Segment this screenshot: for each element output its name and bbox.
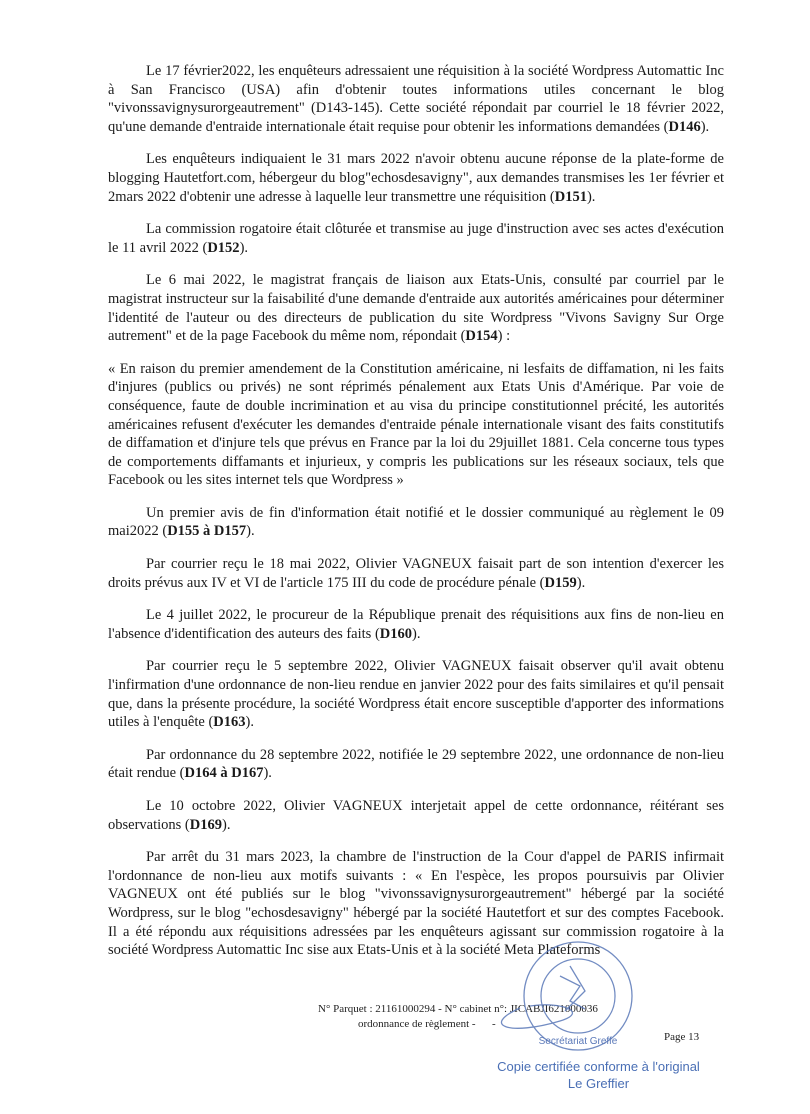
paragraph-text: La commission rogatoire était clôturée et transmise au juge d'instruction avec ses actes d'exécution le 11 avril 2022 ( bbox=[108, 221, 724, 256]
paragraph-text: ). bbox=[700, 118, 710, 135]
certification-line: Copie certifiée conforme à l'original bbox=[497, 1059, 700, 1074]
document-reference: D154 bbox=[465, 328, 498, 345]
document-reference: D163 bbox=[213, 714, 246, 731]
document-reference: D155 à D157 bbox=[167, 523, 247, 540]
paragraph-text: ). bbox=[576, 574, 586, 591]
paragraph bbox=[108, 555, 724, 592]
paragraph-text: Le 10 octobre 2022, Olivier VAGNEUX interjetait appel de cette ordonnance, réitérant ses observations ( bbox=[108, 798, 724, 833]
paragraph-text: ). bbox=[263, 765, 272, 782]
paragraph-text: Par arrêt du 31 mars 2023, la chambre de l'instruction de la Cour d'appel de PARIS infirmait l'ordonnance de non-lieu aux motifs suivants : « En l'espèce, les propos poursuivis par Olivier VAGNEUX ont été publiés sur le blog "vivonssavignysurorgeautrement" hébergé par la société Wordpress, sur le blog "echosdesavigny" hébergé par la société Hautetfort et sur des comptes Facebook. Il a été répondu aux réquisitions adressées par les enquêteurs agissant sur commission rogatoire à la société Wordpress Automattic Inc sise aux Etats-Unis et à la société Meta Plateforms bbox=[108, 849, 724, 959]
paragraph-text: Un premier avis de fin d'information était notifié et le dossier communiqué au règlement le 09 mai2022 ( bbox=[108, 504, 724, 540]
paragraph-text: Le 6 mai 2022, le magistrat français de liaison aux Etats-Unis, consulté par courriel par le magistrat instructeur sur la faisabilité d'une demande d'entraide aux autorités américaines pour déterminer l'identité de l'auteur ou des directeurs de publication du site Wordpress "Vivons Savigny Sur Orge autrement" et de la page Facebook du même nom, répondait ( bbox=[108, 272, 724, 345]
footer-dash: - bbox=[492, 1018, 496, 1030]
footer-document-type: ordonnance de règlement - bbox=[358, 1018, 476, 1030]
paragraph bbox=[108, 62, 724, 136]
stamp-text: Secrétariat Greffe bbox=[538, 1036, 618, 1047]
paragraph bbox=[108, 746, 724, 783]
court-stamp bbox=[500, 940, 660, 1055]
document-reference: D169 bbox=[189, 816, 222, 833]
paragraph-text: ). bbox=[245, 714, 254, 731]
paragraph bbox=[108, 150, 724, 206]
page-number: Page 13 bbox=[664, 1031, 700, 1043]
certification-signatory: Le Greffier bbox=[567, 1076, 630, 1091]
quoted-paragraph bbox=[108, 360, 724, 490]
paragraph bbox=[108, 271, 724, 345]
document-reference: D159 bbox=[544, 574, 577, 591]
paragraph-text: Le 4 juillet 2022, le procureur de la République prenait des réquisitions aux fins de non-lieu en l'absence d'identification des auteurs des faits ( bbox=[108, 607, 724, 642]
document-body bbox=[108, 62, 724, 974]
paragraph-text: ). bbox=[246, 523, 255, 540]
paragraph-text: ). bbox=[412, 625, 421, 642]
paragraph bbox=[108, 504, 724, 541]
paragraph bbox=[108, 220, 724, 257]
paragraph bbox=[108, 657, 724, 731]
paragraph-text: ). bbox=[239, 239, 249, 256]
paragraph-text: Par courrier reçu le 5 septembre 2022, Olivier VAGNEUX faisait observer qu'il avait obtenu l'infirmation d'une ordonnance de non-lieu rendue en janvier 2022 pour des faits similaires et qu'il pensait que, dans la présente procédure, la société Wordpress était encore susceptible d'apporter des informations utiles à l'enquête ( bbox=[108, 658, 724, 731]
paragraph bbox=[108, 606, 724, 643]
document-reference: D152 bbox=[207, 239, 240, 256]
paragraph-text: ). bbox=[586, 188, 596, 205]
paragraph bbox=[108, 797, 724, 834]
document-reference: D160 bbox=[379, 625, 413, 642]
paragraph-text: Par courrier reçu le 18 mai 2022, Olivier VAGNEUX faisait part de son intention d'exercer les droits prévus aux IV et VI de l'article 175 III du code de procédure pénale ( bbox=[108, 556, 724, 591]
footer-reference: N° Parquet : 21161000294 - N° cabinet n°: JICABJI621000036 bbox=[318, 1003, 598, 1015]
paragraph-text: « En raison du premier amendement de la Constitution américaine, ni lesfaits de diffamation, ni les faits d'injures (publics ou privés) ne sont réprimés pénalement aux Etats Unis d'Amérique. Par voie de conséquence, faute de double incrimination et au visa du principe constitutionnel précité, les autorités américaines refusent d'exécuter les demandes d'entraide pénale internationale visant des faits constitutifs de diffamation et d'injure tels que prévus en France par la loi du 29juillet 1881. Cela concerne tous types de comportements diffamants et injurieux, y compris les publications sur les réseaux sociaux, tels que Facebook ou les sites internet tels que Wordpress » bbox=[108, 360, 724, 489]
paragraph-text: Le 17 février2022, les enquêteurs adressaient une réquisition à la société Wordpress Automattic Inc à San Francisco (USA) afin d'obtenir toutes informations utiles concernant le blog "vivonssavignysurorgeautrement" (D143-145). Cette société répondait par courriel le 18 février 2022, qu'une demande d'entraide internationale était requise pour obtenir les informations demandées ( bbox=[108, 63, 724, 135]
paragraph-text: ). bbox=[221, 816, 231, 833]
document-reference: D151 bbox=[554, 188, 587, 205]
document-reference: D164 à D167 bbox=[184, 765, 264, 782]
paragraph-text: ) : bbox=[497, 328, 511, 345]
document-reference: D146 bbox=[668, 118, 701, 135]
certification-note bbox=[486, 1058, 711, 1092]
paragraph-text: Par ordonnance du 28 septembre 2022, notifiée le 29 septembre 2022, une ordonnance de non-lieu était rendue ( bbox=[108, 746, 724, 782]
paragraph-text: Les enquêteurs indiquaient le 31 mars 2022 n'avoir obtenu aucune réponse de la plate-forme de blogging Hautetfort.com, hébergeur du blog"echosdesavigny", aux demandes transmises les 1er février et 2mars 2022 d'obtenir une adresse à laquelle leur transmettre une réquisition ( bbox=[108, 151, 724, 205]
